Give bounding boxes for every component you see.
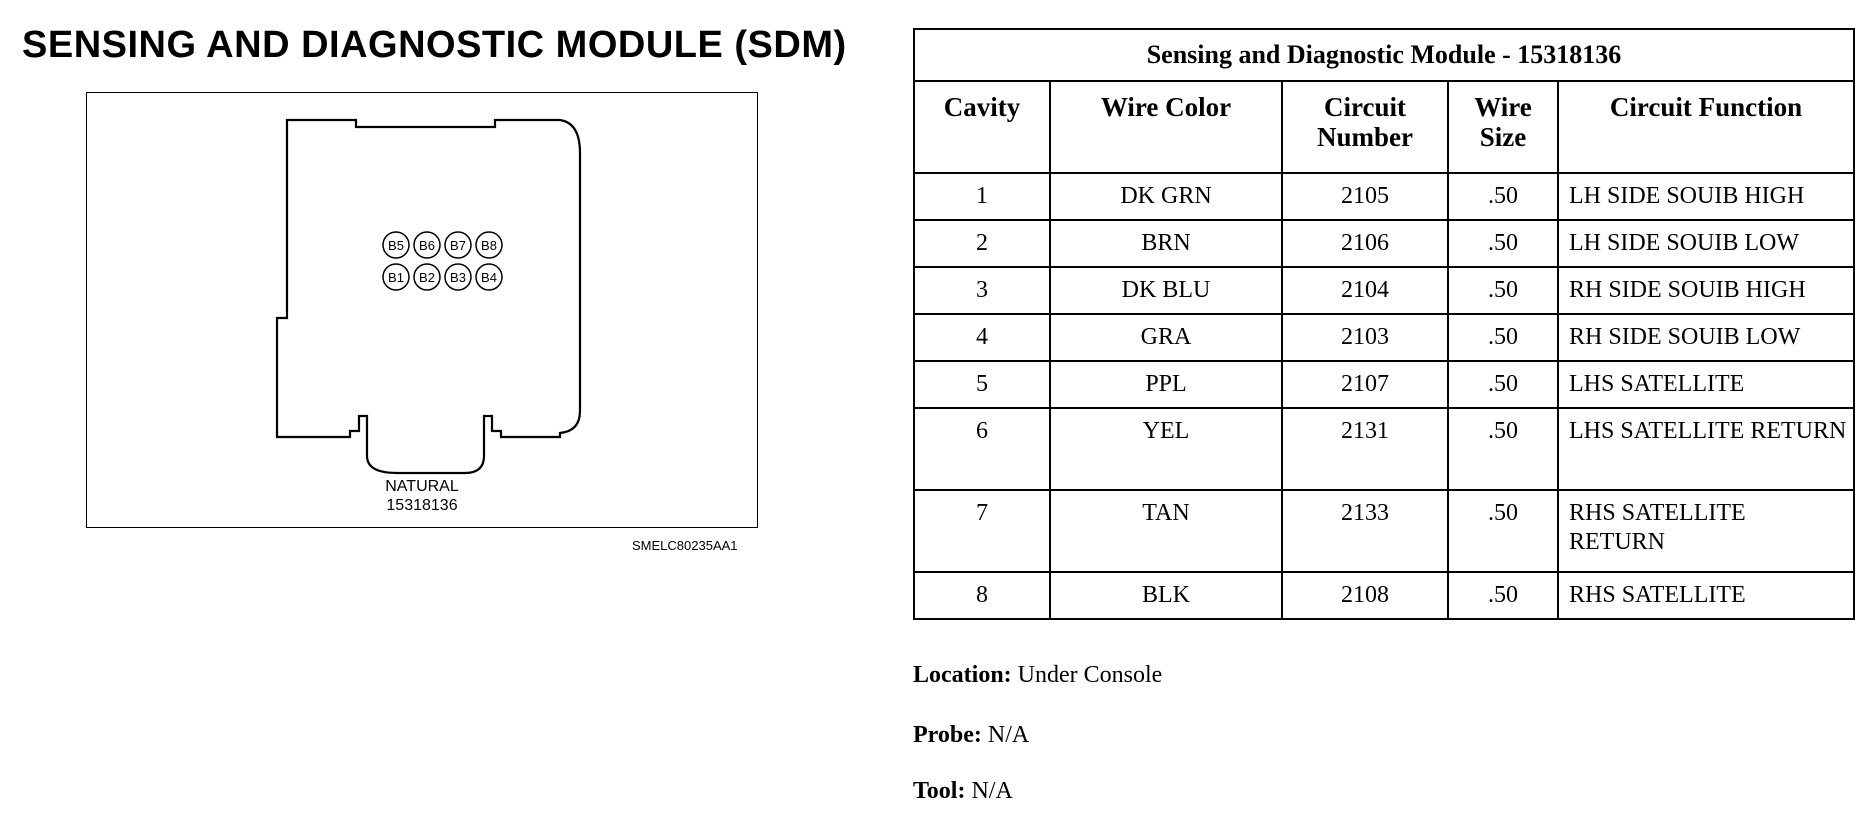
cavity-cell: 6: [914, 408, 1050, 490]
probe-line: [913, 722, 1029, 749]
circuit-function-cell: LH SIDE SOUIB HIGH: [1558, 173, 1854, 220]
wire-color-cell: DK BLU: [1050, 267, 1282, 314]
header-cavity: Cavity: [914, 81, 1050, 173]
header-wire-size: Wire Size: [1448, 81, 1558, 173]
pin-label-b1: B1: [388, 270, 404, 285]
wire-size-cell: .50: [1448, 490, 1558, 572]
location-value: Under Console: [1017, 662, 1163, 688]
wire-size-cell: .50: [1448, 314, 1558, 361]
circuit-function-cell: LH SIDE SOUIB LOW: [1558, 220, 1854, 267]
circuit-function-cell: RH SIDE SOUIB HIGH: [1558, 267, 1854, 314]
circuit-function-cell: RHS SATELLITE RETURN: [1558, 490, 1854, 572]
pin-label-b5: B5: [388, 238, 404, 253]
wire-color-cell: BRN: [1050, 220, 1282, 267]
page-title: SENSING AND DIAGNOSTIC MODULE (SDM): [22, 24, 847, 66]
table-row: [914, 267, 1854, 314]
circuit-number-cell: 2104: [1282, 267, 1448, 314]
location-label: Location:: [913, 662, 1012, 688]
cavity-cell: 8: [914, 572, 1050, 619]
table-header-row: [914, 81, 1854, 173]
circuit-function-cell: RH SIDE SOUIB LOW: [1558, 314, 1854, 361]
pin-label-b8: B8: [481, 238, 497, 253]
table-row: [914, 361, 1854, 408]
pinout-table: [913, 28, 1855, 620]
connector-face-diagram: [87, 93, 759, 529]
tool-label: Tool:: [913, 778, 966, 804]
wire-color-cell: PPL: [1050, 361, 1282, 408]
circuit-number-cell: 2106: [1282, 220, 1448, 267]
pin-label-b2: B2: [419, 270, 435, 285]
tool-line: [913, 778, 1013, 805]
table-row: [914, 490, 1854, 572]
cavity-cell: 5: [914, 361, 1050, 408]
cavity-cell: 7: [914, 490, 1050, 572]
circuit-function-cell: LHS SATELLITE RETURN: [1558, 408, 1854, 490]
circuit-function-cell: LHS SATELLITE: [1558, 361, 1854, 408]
probe-value: N/A: [987, 722, 1030, 748]
table-row: [914, 173, 1854, 220]
wire-size-cell: .50: [1448, 173, 1558, 220]
table-row: [914, 572, 1854, 619]
connector-figure: [86, 92, 758, 528]
circuit-function-cell: RHS SATELLITE: [1558, 572, 1854, 619]
header-circuit-function: Circuit Function: [1558, 81, 1854, 173]
circuit-number-cell: 2107: [1282, 361, 1448, 408]
cavity-cell: 4: [914, 314, 1050, 361]
pin-label-b6: B6: [419, 238, 435, 253]
header-wire-color: Wire Color: [1050, 81, 1282, 173]
table-row: [914, 314, 1854, 361]
cavity-cell: 2: [914, 220, 1050, 267]
figure-caption-color: NATURAL: [385, 478, 459, 495]
figure-caption-part-number: 15318136: [386, 497, 458, 514]
pin-label-b4: B4: [481, 270, 497, 285]
wire-size-cell: .50: [1448, 408, 1558, 490]
tool-value: N/A: [971, 778, 1013, 804]
cavity-cell: 3: [914, 267, 1050, 314]
table-row: [914, 220, 1854, 267]
probe-label: Probe:: [913, 722, 982, 748]
wire-color-cell: TAN: [1050, 490, 1282, 572]
header-circuit-number: Circuit Number: [1282, 81, 1448, 173]
table-title: Sensing and Diagnostic Module - 15318136: [914, 29, 1854, 81]
figure-reference-code: SMELC80235AA1: [632, 538, 738, 553]
wire-color-cell: GRA: [1050, 314, 1282, 361]
circuit-number-cell: 2105: [1282, 173, 1448, 220]
wire-color-cell: BLK: [1050, 572, 1282, 619]
connector-outline: [277, 120, 580, 473]
pin-label-b3: B3: [450, 270, 466, 285]
wire-size-cell: .50: [1448, 572, 1558, 619]
wire-color-cell: DK GRN: [1050, 173, 1282, 220]
cavity-cell: 1: [914, 173, 1050, 220]
circuit-number-cell: 2133: [1282, 490, 1448, 572]
circuit-number-cell: 2131: [1282, 408, 1448, 490]
wire-size-cell: .50: [1448, 361, 1558, 408]
circuit-number-cell: 2108: [1282, 572, 1448, 619]
wire-size-cell: .50: [1448, 267, 1558, 314]
pin-label-b7: B7: [450, 238, 466, 253]
circuit-number-cell: 2103: [1282, 314, 1448, 361]
pin-grid: [383, 232, 502, 290]
table-row: [914, 408, 1854, 490]
wire-size-cell: .50: [1448, 220, 1558, 267]
location-line: [913, 662, 1162, 689]
wire-color-cell: YEL: [1050, 408, 1282, 490]
